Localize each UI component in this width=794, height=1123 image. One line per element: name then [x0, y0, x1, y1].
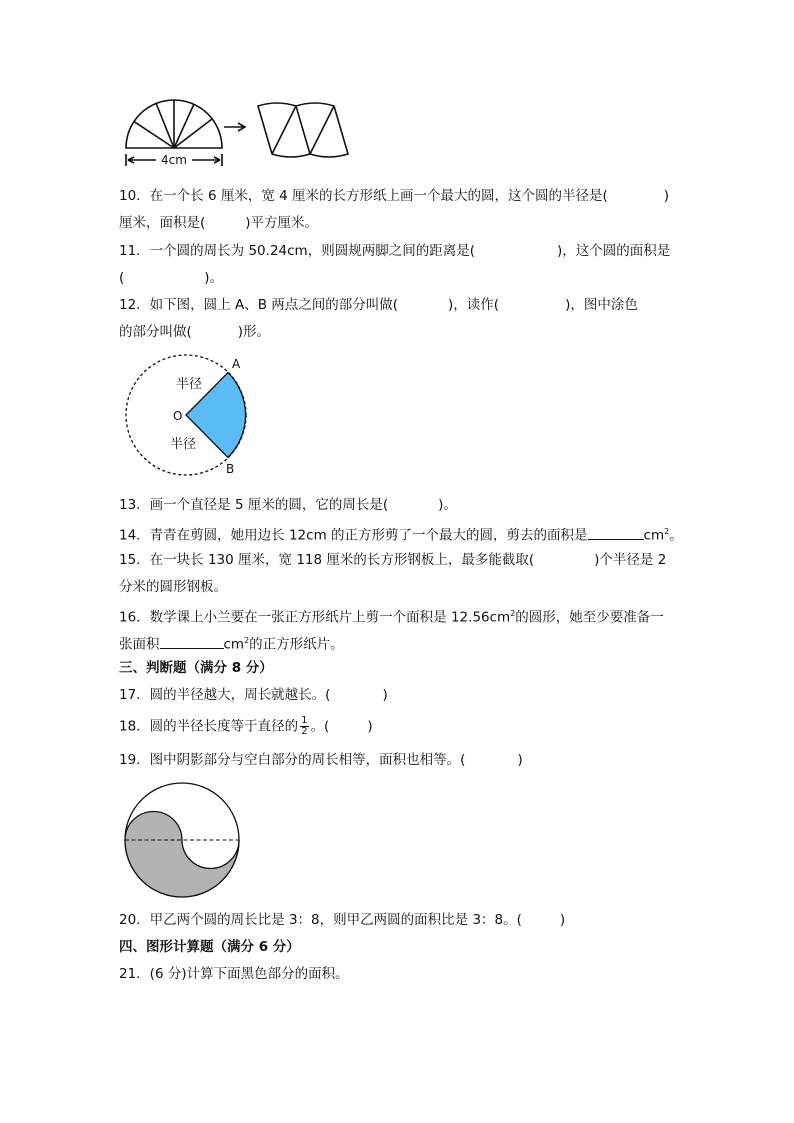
- question-20: 20．甲乙两个圆的周长比是 3：8，则甲乙两圆的面积比是 3：8。( ): [119, 912, 566, 928]
- question-11-line2: ( )。: [119, 270, 224, 286]
- question-21: 21．(6 分)计算下面黑色部分的面积。: [119, 966, 349, 982]
- question-10-line2: 厘米，面积是( )平方厘米。: [119, 215, 319, 231]
- question-16-line1: 16．数学课上小兰要在一张正方形纸片上剪一个面积是 $12.56cm^2$的圆形，她至少要准备一: [119, 609, 664, 626]
- question-13: 13．画一个直径是 5 厘米的圆，它的周长是( )。: [119, 497, 457, 513]
- question-12-line1: 12．如下图，圆上 A、B 两点之间的部分叫做( )，读作( )，图中涂色: [119, 297, 638, 313]
- yin-yang-figure: [120, 778, 244, 902]
- question-17: 17．圆的半径越大，周长就越长。( ): [119, 687, 388, 703]
- radius-label-top: 半径: [176, 377, 203, 392]
- question-18: 18．圆的半径长度等于直径的 $\frac{1}{2}$ 。( ): [119, 715, 373, 737]
- question-12-line2: 的部分叫做( )形。: [119, 324, 271, 340]
- section-3-heading: 三、判断题（满分 8 分）: [119, 660, 273, 676]
- semicircle-rearrange-figure: [118, 92, 358, 174]
- point-b-label: B: [226, 462, 235, 476]
- question-15-line2: 分米的圆形钢板。: [119, 579, 227, 595]
- question-14: 14．青青在剪圆，她用边长 12cm 的正方形剪了一个最大的圆，剪去的面积是 $cm^2$。: [119, 523, 683, 545]
- question-11-line1: 11．一个圆的周长为 50.24cm，则圆规两脚之间的距离是( )，这个圆的面积是: [119, 243, 671, 259]
- center-o-label: O: [173, 409, 183, 423]
- question-10-line1: 10．在一个长 6 厘米，宽 4 厘米的长方形纸上画一个最大的圆，这个圆的半径是( ): [119, 188, 670, 204]
- section-4-heading: 四、图形计算题（满分 6 分）: [119, 939, 300, 955]
- radius-label-bottom: 半径: [170, 437, 197, 452]
- question-19: 19．图中阴影部分与空白部分的周长相等，面积也相等。( ): [119, 752, 523, 768]
- circle-sector-figure: [118, 352, 258, 476]
- question-15-line1: 15．在一块长 130 厘米，宽 118 厘米的长方形钢板上，最多能截取( )个半径是 2: [119, 552, 667, 568]
- question-16-line2: 张面积 $cm^2$的正方形纸片。: [119, 632, 344, 654]
- fraction-one-half: $\frac{1}{2}$: [301, 715, 308, 737]
- diameter-label: 4cm: [161, 153, 187, 167]
- point-a-label: A: [232, 357, 241, 371]
